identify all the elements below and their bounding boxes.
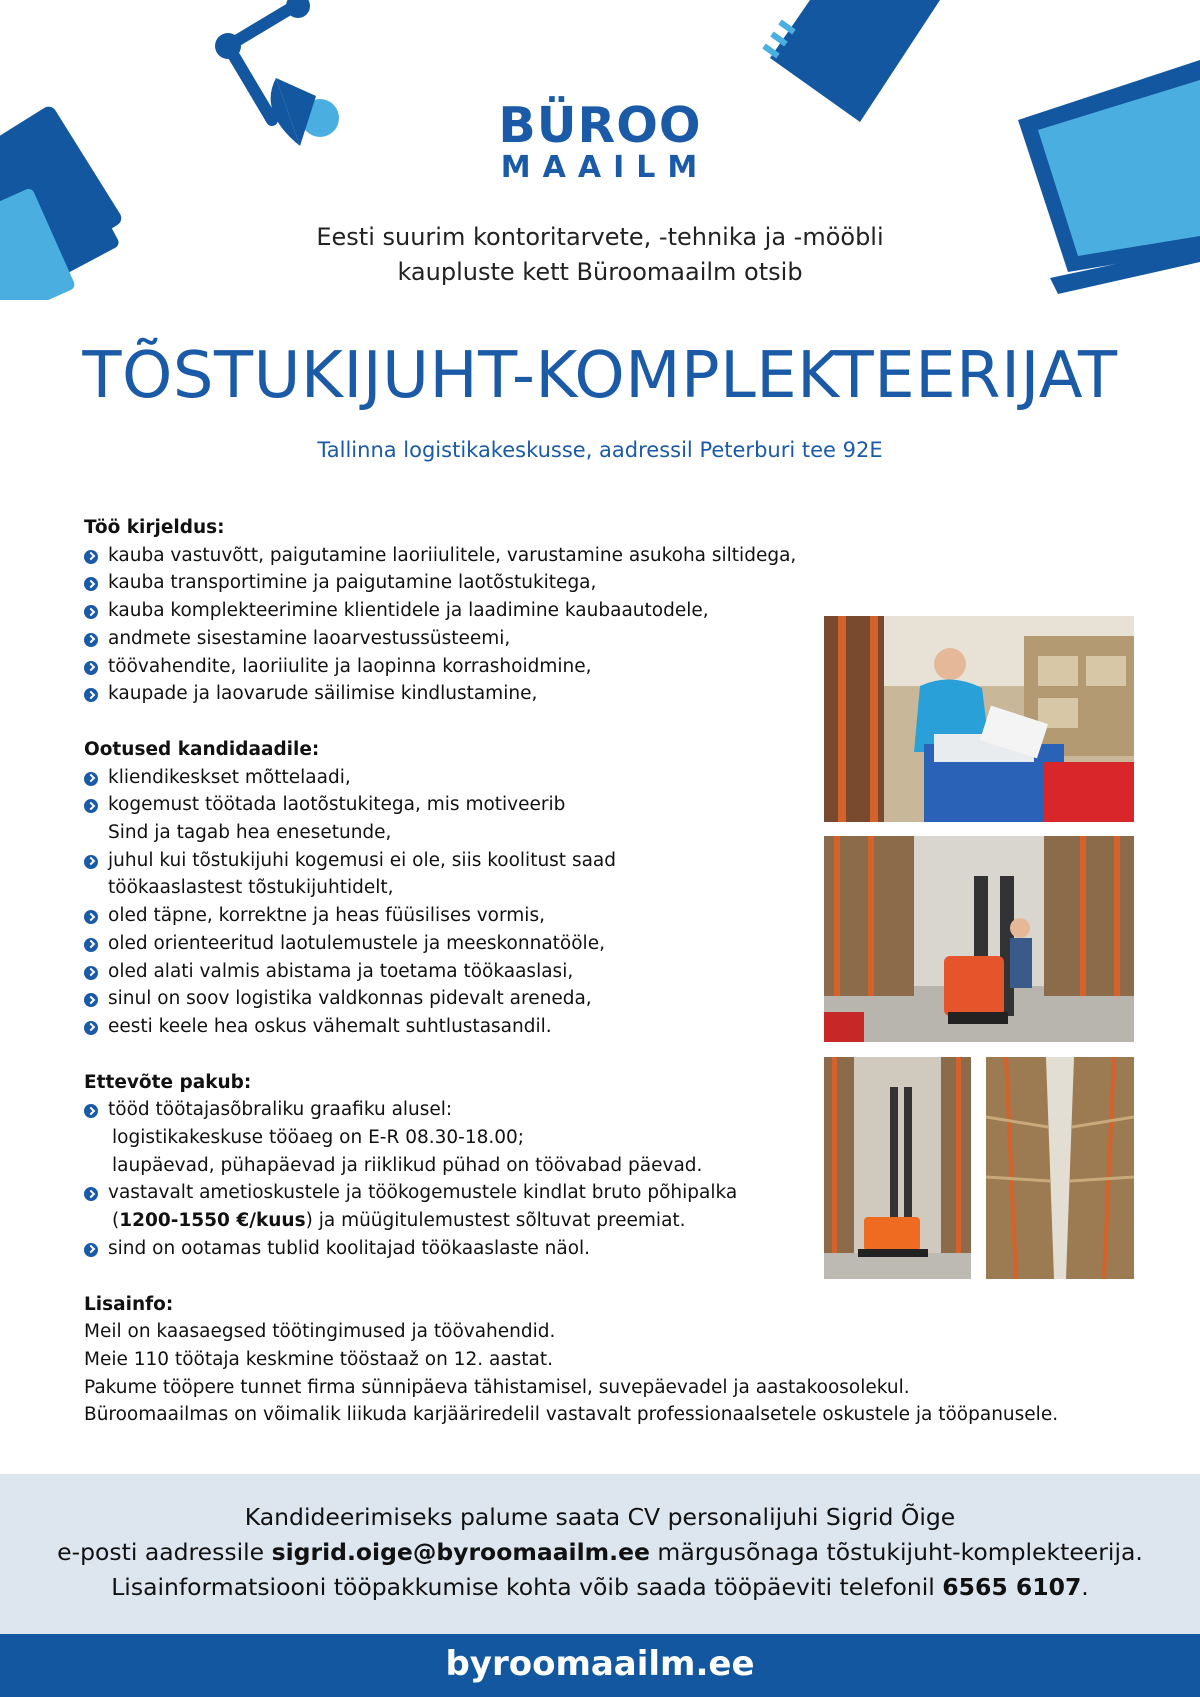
- bullet-arrow-icon: [84, 993, 98, 1007]
- bullet-arrow-icon: [84, 550, 98, 564]
- intro-line-1: Eesti suurim kontoritarvete, -tehnika ja -mööbli: [316, 223, 884, 251]
- bullet-arrow-icon: [84, 688, 98, 702]
- list-item: sinul on soov logistika valdkonnas pidevalt areneda,: [84, 985, 814, 1013]
- logo-line-1: BÜROO: [498, 97, 702, 154]
- contact-line-1: Kandideerimiseks palume saata CV personalijuhi Sigrid Õige: [244, 1503, 956, 1531]
- contact-line-2: e-posti aadressile sigrid.oige@byroomaailm.ee märgusõnaga tõstukijuht-komplekteerija.: [57, 1538, 1143, 1566]
- bullet-arrow-icon: [84, 1187, 98, 1201]
- offer-heading: Ettevõte pakub:: [84, 1071, 252, 1093]
- list-item: oled täpne, korrektne ja heas füüsilises vormis,: [84, 902, 814, 930]
- list-item: eesti keele hea oskus vähemalt suhtlustasandil.: [84, 1013, 814, 1041]
- list-item: kaupade ja laovarude säilimise kindlustamine,: [84, 680, 814, 708]
- list-item: kliendikeskset mõttelaadi,: [84, 764, 814, 792]
- list-item: tööd töötajasõbraliku graafiku alusel:: [84, 1096, 814, 1124]
- bullet-arrow-icon: [84, 633, 98, 647]
- list-item-continuation: logistikakeskuse tööaeg on E-R 08.30-18.00;: [112, 1127, 525, 1149]
- bullet-arrow-icon: [84, 605, 98, 619]
- job-description-list: [84, 542, 814, 708]
- list-item: juhul kui tõstukijuhi kogemusi ei ole, siis koolitust saad: [84, 847, 814, 875]
- bullet-arrow-icon: [84, 772, 98, 786]
- list-item: sind on ootamas tublid koolitajad töökaaslaste näol.: [84, 1235, 814, 1263]
- list-item: oled orienteeritud laotulemustele ja meeskonnatööle,: [84, 930, 814, 958]
- bullet-arrow-icon: [84, 1021, 98, 1035]
- warehouse-aisle-photo: [986, 1057, 1134, 1279]
- expectations-heading: Ootused kandidaadile:: [84, 738, 320, 760]
- page-title: TÕSTUKIJUHT-KOMPLEKTEERIJAT: [82, 339, 1118, 413]
- page-subtitle: Tallinna logistikakeskusse, aadressil Peterburi tee 92E: [317, 438, 883, 462]
- email-link[interactable]: sigrid.oige@byroomaailm.ee: [271, 1538, 650, 1566]
- list-item: kauba komplekteerimine klientidele ja laadimine kaubaautodele,: [84, 597, 814, 625]
- logo-line-2: MAAILM: [500, 150, 710, 185]
- bullet-arrow-icon: [84, 910, 98, 924]
- expectations-list: [84, 764, 814, 1041]
- list-item: oled alati valmis abistama ja toetama töökaaslasi,: [84, 958, 814, 986]
- phone-number[interactable]: 6565 6107: [942, 1573, 1082, 1601]
- notebook-illustration: [750, 0, 950, 130]
- footer-website-link[interactable]: byroomaailm.ee: [0, 1634, 1200, 1697]
- warehouse-worker-photo: [824, 616, 1134, 822]
- job-description-heading: Töö kirjeldus:: [84, 517, 225, 538]
- desk-lamp-illustration: [180, 0, 360, 170]
- contact-line-3: Lisainformatsiooni tööpakkumise kohta võib saada tööpäeviti telefonil 6565 6107.: [111, 1573, 1089, 1601]
- order-picker-photo: [824, 1057, 971, 1279]
- list-item: töövahendite, laoriiulite ja laopinna korrashoidmine,: [84, 653, 814, 681]
- intro-line-2: kaupluste kett Büroomaailm otsib: [397, 258, 803, 286]
- list-item: kauba transportimine ja paigutamine laotõstukitega,: [84, 569, 814, 597]
- forklift-photo: [824, 836, 1134, 1042]
- offer-list: [84, 1096, 814, 1262]
- list-item-continuation: (1200-1550 €/kuus) ja müügitulemustest sõltuvat preemiat.: [112, 1210, 686, 1232]
- bullet-arrow-icon: [84, 966, 98, 980]
- intro-text: [0, 220, 1200, 290]
- bullet-arrow-icon: [84, 799, 98, 813]
- bullet-arrow-icon: [84, 1243, 98, 1257]
- job-ad-content: [84, 514, 1059, 1429]
- list-item-continuation: laupäevad, pühapäevad ja riiklikud pühad on töövabad päevad.: [112, 1154, 703, 1176]
- extra-info-heading: Lisainfo:: [84, 1293, 174, 1315]
- bullet-arrow-icon: [84, 661, 98, 675]
- bullet-arrow-icon: [84, 855, 98, 869]
- list-item-continuation: Sind ja tagab hea enesetunde,: [108, 822, 392, 844]
- salary-range: 1200-1550 €/kuus: [119, 1210, 306, 1232]
- list-item: vastavalt ametioskustele ja töökogemustele kindlat bruto põhipalka: [84, 1179, 814, 1207]
- contact-section: [0, 1474, 1200, 1634]
- extra-info-text: Meil on kaasaegsed töötingimused ja töövahendid. Meie 110 töötaja keskmine tööstaaž on 12. aastat. Pakume tööpere tunnet firma sünnipäeva tähistamisel, suvepäevadel ja aastakoosolekul. Büroomaailmas on võimalik liikuda karjääriredelil vastavalt professionaalsetele oskustele ja tööpanusele.: [84, 1321, 1059, 1426]
- list-item: kauba vastuvõtt, paigutamine laoriiulitele, varustamine asukoha siltidega,: [84, 542, 814, 570]
- bullet-arrow-icon: [84, 938, 98, 952]
- list-item: kogemust töötada laotõstukitega, mis motiveerib: [84, 791, 814, 819]
- bullet-arrow-icon: [84, 1104, 98, 1118]
- bullet-arrow-icon: [84, 577, 98, 591]
- brand-logo: [470, 97, 730, 185]
- list-item-continuation: töökaaslastest tõstukijuhtidelt,: [108, 877, 394, 899]
- list-item: andmete sisestamine laoarvestussüsteemi,: [84, 625, 814, 653]
